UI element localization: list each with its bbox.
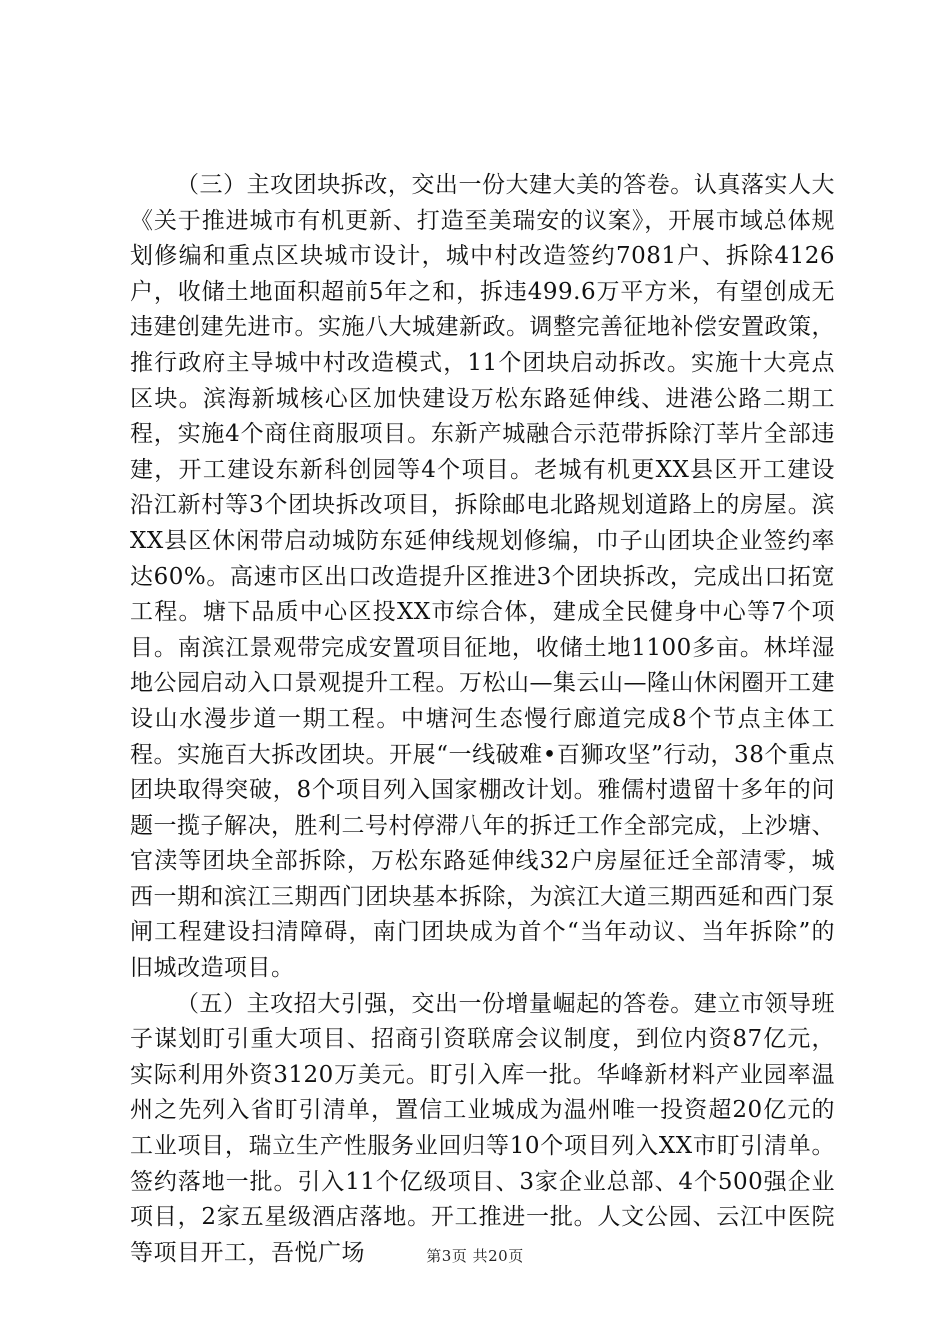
paragraph-section-5: （五）主攻招大引强，交出一份增量崛起的答卷。建立市领导班子谋划盯引重大项目、招商引资联席会议制度，到位内资87亿元，实际利用外资3120万美元。盯引入库一批。华峰新材料产业园率温州之先列入省盯引清单，置信工业城成为温州唯一投资超20亿元的工业项目，瑞立生产性服务业回归等10个项目列入XX市盯引清单。签约落地一批。引入11个亿级项目、3家企业总部、4个500强企业项目，2家五星级酒店落地。开工推进一批。人文公园、云江中医院等项目开工，吾悦广场 (130, 990, 835, 1266)
document-body (130, 168, 835, 1271)
page-number-footer: 第3页 共20页 (426, 1247, 524, 1265)
paragraph-section-3: （三）主攻团块拆改，交出一份大建大美的答卷。认真落实人大《关于推进城市有机更新、打造至美瑞安的议案》，开展市域总体规划修编和重点区块城市设计，城中村改造签约7081户、拆除4126户，收储土地面积超前5年之和，拆违499.6万平方米，有望创成无违建创建先进市。实施八大城建新政。调整完善征地补偿安置政策，推行政府主导城中村改造模式，11个团块启动拆改。实施十大亮点区块。滨海新城核心区加快建设万松东路延伸线、进港公路二期工程，实施4个商住商服项目。东新产城融合示范带拆除汀莘片全部违建，开工建设东新科创园等4个项目。老城有机更XX县区开工建设沿江新村等3个团块拆改项目，拆除邮电北路规划道路上的房屋。滨XX县区休闲带启动城防东延伸线规划修编，巾子山团块企业签约率达60%。高速市区出口改造提升区推进3个团块拆改，完成出口拓宽工程。塘下品质中心区投XX市综合体，建成全民健身中心等7个项目。南滨江景观带完成安置项目征地，收储土地1100多亩。林垟湿地公园启动入口景观提升工程。万松山—集云山—隆山休闲圈开工建设山水漫步道一期工程。中塘河生态慢行廊道完成8个节点主体工程。实施百大拆改团块。开展“一线破难•百狮攻坚”行动，38个重点团块取得突破，8个项目列入国家棚改计划。雅儒村遗留十多年的问题一揽子解决，胜利二号村停滞八年的拆迁工作全部完成，上沙塘、官渎等团块全部拆除，万松东路延伸线32户房屋征迁全部清零，城西一期和滨江三期西门团块基本拆除，为滨江大道三期西延和西门泵闸工程建设扫清障碍，南门团块成为首个“当年动议、当年拆除”的旧城改造项目。 (130, 172, 835, 982)
